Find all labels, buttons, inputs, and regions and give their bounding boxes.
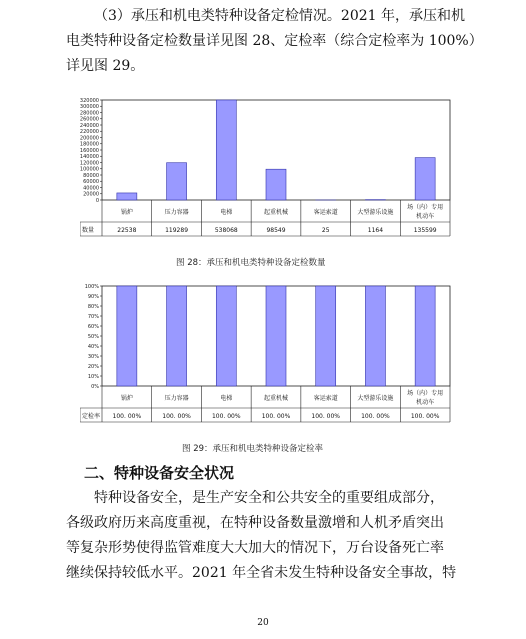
y-tick-label: 90% — [87, 293, 99, 300]
bar — [316, 286, 336, 386]
category-label: 压力容器 — [164, 209, 189, 216]
y-tick-label: 40000 — [83, 185, 99, 192]
y-tick-label: 100% — [84, 283, 99, 290]
category-label: 大型游乐设施 — [357, 395, 394, 402]
bar — [167, 286, 187, 386]
inspection-rate-chart — [80, 282, 452, 426]
y-tick-label: 180000 — [80, 141, 99, 148]
y-tick-label: 20% — [87, 363, 99, 370]
value-label: 100. 00% — [311, 413, 341, 420]
bar — [365, 286, 385, 386]
category-label: 场（内）专用 — [407, 204, 444, 211]
category-label: 机动车 — [416, 399, 435, 406]
inspection-count-chart — [80, 96, 452, 240]
y-tick-label: 200000 — [80, 135, 99, 142]
y-tick-label: 320000 — [80, 97, 99, 104]
value-label: 1164 — [367, 227, 384, 234]
bar — [216, 100, 236, 200]
category-label: 电梯 — [220, 395, 233, 402]
intro-line: 详见图 29。 — [66, 58, 145, 74]
category-label: 锅炉 — [120, 395, 133, 402]
y-tick-label: 80000 — [83, 172, 99, 179]
category-label: 大型游乐设施 — [357, 209, 394, 216]
y-tick-label: 100000 — [80, 166, 99, 173]
bar — [415, 158, 435, 200]
value-label: 100. 00% — [261, 413, 291, 420]
y-tick-label: 220000 — [80, 129, 99, 136]
table-row-label: 数量 — [82, 227, 95, 234]
value-label: 22538 — [117, 227, 137, 234]
y-tick-label: 140000 — [80, 154, 99, 161]
value-label: 100. 00% — [112, 413, 142, 420]
y-tick-label: 60000 — [83, 179, 99, 186]
body-paragraph — [66, 486, 476, 586]
y-tick-label: 280000 — [80, 110, 99, 117]
y-tick-label: 120000 — [80, 160, 99, 167]
bar — [266, 169, 286, 200]
y-tick-label: 260000 — [80, 116, 99, 123]
value-label: 25 — [321, 227, 330, 234]
bar — [117, 286, 137, 386]
chart1-caption: 图 28：承压和机电类特种设备定检数量 — [176, 258, 326, 268]
category-label: 电梯 — [220, 209, 233, 216]
category-label: 压力容器 — [164, 395, 189, 402]
intro-paragraph — [66, 4, 483, 79]
body-line: 特种设备安全，是生产安全和公共安全的重要组成部分， — [94, 490, 444, 506]
category-label: 起重机械 — [263, 395, 289, 402]
table-row-label: 定检率 — [82, 413, 101, 420]
value-label: 119289 — [165, 227, 189, 234]
category-label: 锅炉 — [120, 209, 133, 216]
category-label: 客运索道 — [313, 209, 338, 216]
bar — [117, 193, 137, 200]
section-heading: 二、特种设备安全状况 — [84, 464, 235, 482]
y-tick-label: 240000 — [80, 122, 99, 129]
y-tick-label: 60% — [87, 323, 99, 330]
bar — [216, 286, 236, 386]
y-tick-label: 0 — [95, 197, 99, 204]
y-tick-label: 30% — [87, 353, 99, 360]
body-line: 继续保持较低水平。2021 年全省未发生特种设备安全事故，特 — [66, 565, 457, 581]
category-label: 场（内）专用 — [407, 390, 444, 397]
y-tick-label: 160000 — [80, 147, 99, 154]
value-label: 100. 00% — [361, 413, 390, 420]
y-tick-label: 80% — [87, 303, 99, 310]
body-line: 等复杂形势使得监管难度大大加大的情况下，万台设备死亡率 — [66, 540, 444, 556]
value-label: 135599 — [413, 227, 437, 234]
y-tick-label: 40% — [87, 343, 99, 350]
value-label: 100. 00% — [410, 413, 440, 420]
chart2-caption: 图 29：承压和机电类特种设备定检率 — [182, 444, 324, 454]
y-tick-label: 10% — [87, 373, 99, 380]
bar — [266, 286, 286, 386]
category-label: 客运索道 — [313, 395, 338, 402]
page-number: 20 — [257, 618, 269, 628]
bar — [167, 163, 187, 200]
y-tick-label: 0% — [91, 383, 99, 390]
y-tick-label: 70% — [87, 313, 99, 320]
category-label: 起重机械 — [263, 209, 289, 216]
bar — [415, 286, 435, 386]
y-tick-label: 20000 — [83, 191, 99, 198]
value-label: 100. 00% — [162, 413, 191, 420]
value-label: 98549 — [266, 227, 286, 234]
category-label: 机动车 — [416, 213, 435, 220]
body-line: 各级政府历来高度重视，在特种设备数量激增和人机矛盾突出 — [66, 515, 444, 531]
value-label: 100. 00% — [211, 413, 241, 420]
intro-line: 电类特种设备定检数量详见图 28、定检率（综合定检率为 100%） — [66, 33, 483, 49]
intro-line: （3）承压和机电类特种设备定检情况。2021 年，承压和机 — [94, 8, 465, 24]
value-label: 538068 — [214, 227, 238, 234]
y-tick-label: 300000 — [80, 104, 99, 111]
y-tick-label: 50% — [87, 333, 99, 340]
